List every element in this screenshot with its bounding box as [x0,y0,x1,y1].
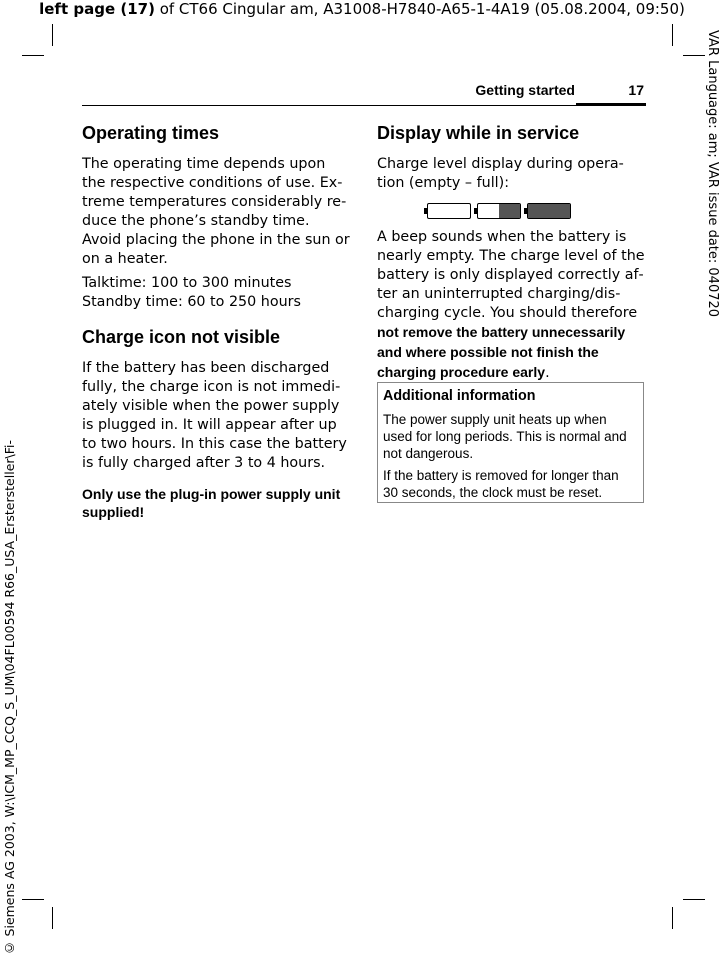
talktime-line: Talktime: 100 to 300 minutes [82,275,292,291]
crop-mark-bottom-left-h [22,899,44,900]
running-head-section: Getting started [475,82,575,98]
battery-empty-icon [427,203,471,219]
battery-full-icon [527,203,571,219]
header-rule [82,105,646,106]
running-head [82,80,646,104]
crop-mark-bottom-left-v [52,907,53,929]
crop-mark-top-right-v [672,24,673,46]
crop-mark-top-right-h [683,55,705,56]
crop-mark-top-left-h [22,55,44,56]
operating-times-paragraph: The operating time depends upon the respective conditions of use. Extreme temperatures considerably reduce the phone’s standby time. Avoid placing the phone in the sun or on a heater. [82,156,350,267]
additional-info-title: Additional information [383,388,536,404]
battery-levels [427,203,645,220]
charge-level-paragraph: Charge level display during operation (empty – full): [377,156,624,191]
right-column [377,120,645,388]
charge-icon-paragraph: If the battery has been discharged fully, the charge icon is not immediately visible when the power supply is plugged in. It will appear after up to two hours. In this case the battery is fully charged after 3 to 4 hours. [82,360,347,471]
crop-mark-bottom-right-h [683,899,705,900]
additional-info-box [377,382,644,503]
side-text-right: VAR Language: am; VAR issue date: 040720 [705,30,720,318]
additional-info-p2: If the battery is removed for longer than 30 seconds, the clock must be reset. [383,468,619,500]
crop-mark-top-left-v [52,24,53,46]
standby-line: Standby time: 60 to 250 hours [82,294,301,310]
print-header [0,0,724,18]
side-text-left: © Siemens AG 2003, W:\ICM_MP_CCQ_S_UM\04FL00594 R66_USA_Erstersteller\Fi- [2,440,17,956]
left-column [82,120,350,526]
beep-end: . [545,365,550,381]
print-header-prefix: left page (17) [39,0,155,18]
beep-text: A beep sounds when the battery is nearly empty. The charge level of the battery is only displayed correctly after an uninterrupted charging/discharging cycle. You should therefore [377,229,645,321]
crop-mark-bottom-right-v [672,907,673,929]
power-supply-note: Only use the plug-in power supply unit supplied! [82,486,341,520]
print-header-rest: of CT66 Cingular am, A31008-H7840-A65-1-4A19 (05.08.2004, 09:50) [154,0,685,18]
charge-icon-heading: Charge icon not visible [82,327,281,347]
operating-times-heading: Operating times [82,123,220,143]
header-rule-accent [576,103,646,106]
battery-half-icon [477,203,521,219]
page-number: 17 [628,82,644,98]
beep-paragraph [377,228,645,383]
display-heading: Display while in service [377,123,580,143]
additional-info-p1: The power supply unit heats up when used for long periods. This is normal and not dangerous. [383,412,627,461]
beep-emphasis: not remove the battery unnecessarily and where possible not finish the charging procedure early [377,324,626,380]
